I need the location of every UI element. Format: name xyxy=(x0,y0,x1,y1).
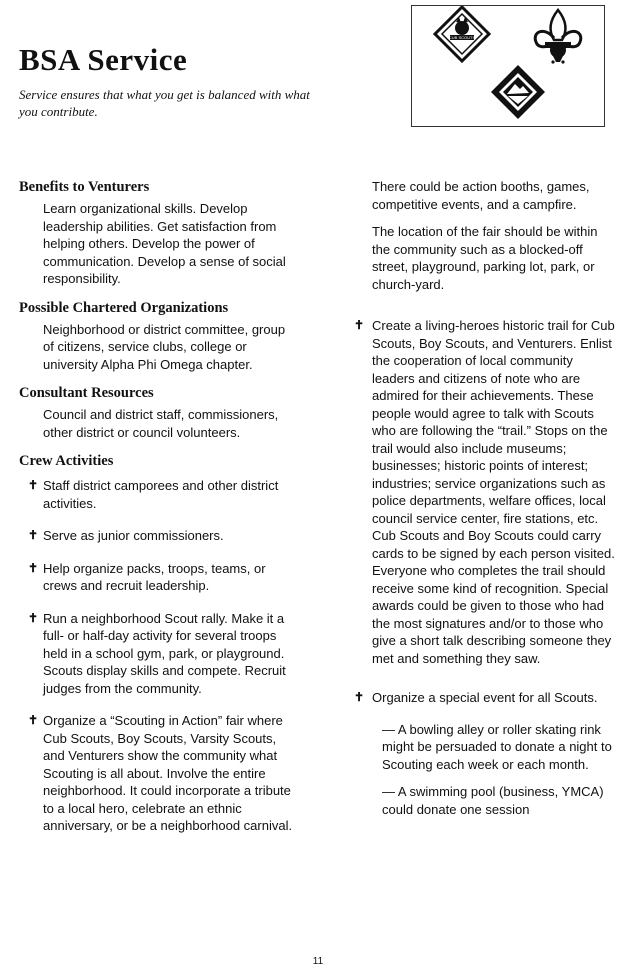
bullet-cross-icon: ✝ xyxy=(28,560,39,575)
bullet-cross-icon: ✝ xyxy=(28,478,39,492)
cub-logo-text: CUB SCOUTS xyxy=(448,35,476,41)
cub-scouts-emblem-icon xyxy=(435,7,489,61)
section-heading: Benefits to Venturers xyxy=(19,179,150,195)
section-body: Council and district staff, commissioners, other district or council volunteers. xyxy=(43,407,279,440)
list-item-text: Staff district camporees and other district activities. xyxy=(43,478,279,511)
left-column xyxy=(19,178,299,850)
page-subtitle: Service ensures that what you get is balanced with what you contribute. xyxy=(19,87,310,119)
section-body: Learn organizational skills. Develop leadership abilities. Get satisfaction from helping others. Develop the power of communication. Develop a sense of social responsibility. xyxy=(43,201,286,286)
list-item xyxy=(19,610,299,698)
sub-list-item: — A swimming pool (business, YMCA) could donate one session xyxy=(382,784,604,817)
logo-box xyxy=(411,5,605,127)
list-item xyxy=(19,712,299,835)
section-heading: Possible Chartered Organizations xyxy=(19,299,229,316)
bullet-cross-icon: ✝ xyxy=(354,318,365,332)
scouting-logos xyxy=(412,6,603,125)
list-item-text: Run a neighborhood Scout rally. Make it a full- or half-day activity for several troops held in a school gym, park, or playground. Scouts display skills and compete. Recruit judges from the community. xyxy=(43,610,286,696)
list-item-text: Create a living-heroes historic trail for Cub Scouts, Boy Scouts, and Venturers. Enlist the cooperation of local community leaders and citizens of note who are admired for their achievements. These people would agree to talk with Scouts who are following the “trail.” Stops on the trail would also include museums; businesses; historic points of interest; industries; service organizations such as police departments, welfare offices, local council service center, fire stations, etc. Cub Scouts and Boy Scouts could carry cards to be signed by each person visited. Everyone who completes the trail should receive some kind of recognition. Special awards could be given to those who had the most signatures and/or to those who give a short talk describing someone they met and something they saw. xyxy=(372,318,615,666)
bullet-cross-icon: ✝ xyxy=(354,690,365,704)
bullet-cross-icon: ✝ xyxy=(28,610,39,625)
list-item-text: Organize a special event for all Scouts. xyxy=(372,690,598,705)
bullet-cross-icon: ✝ xyxy=(28,528,39,542)
section-body: Neighborhood or district committee, group of citizens, service clubs, college or university Alpha Phi Omega chapter. xyxy=(43,321,286,372)
list-item xyxy=(19,560,299,595)
list-item xyxy=(19,527,299,545)
sub-list-item: — A bowling alley or roller skating rink might be persuaded to donate a night to Scouting each week or each month. xyxy=(382,721,612,772)
page-title: BSA Service xyxy=(19,42,188,77)
page-number: 11 xyxy=(312,956,324,967)
list-item-text: Serve as junior commissioners. xyxy=(43,528,224,543)
list-item-text: Help organize packs, troops, teams, or crews and recruit leadership. xyxy=(43,560,266,593)
section-chartered-organizations xyxy=(19,299,299,374)
section-benefits xyxy=(19,178,299,288)
section-heading: Consultant Resources xyxy=(19,385,154,401)
continuation-paragraph: The location of the fair should be within the community such as a blocked-off street, playground, parking lot, park, or church-yard. xyxy=(372,224,598,292)
right-column xyxy=(354,178,617,828)
section-heading: Crew Activities xyxy=(19,453,114,469)
section-consultant-resources xyxy=(19,384,299,441)
list-item-text: Organize a “Scouting in Action” fair where Cub Scouts, Boy Scouts, Varsity Scouts, and Venturers show the community what Scouting is all about. Involve the entire neighborhood. It could incorporate a tribute to a local hero, celebrate an ethnic anniversary, or be a neighborhood carnival. xyxy=(43,713,293,833)
list-item xyxy=(354,689,617,707)
sub-list xyxy=(372,721,617,819)
list-item xyxy=(354,317,617,667)
bullet-cross-icon: ✝ xyxy=(28,713,39,727)
section-crew-activities xyxy=(19,452,299,835)
list-item xyxy=(19,477,299,512)
venturing-emblem-icon xyxy=(491,65,545,119)
continuation-paragraph: There could be action booths, games, competitive events, and a campfire. xyxy=(372,179,590,212)
boy-scouts-fleur-de-lis-icon xyxy=(535,10,581,64)
